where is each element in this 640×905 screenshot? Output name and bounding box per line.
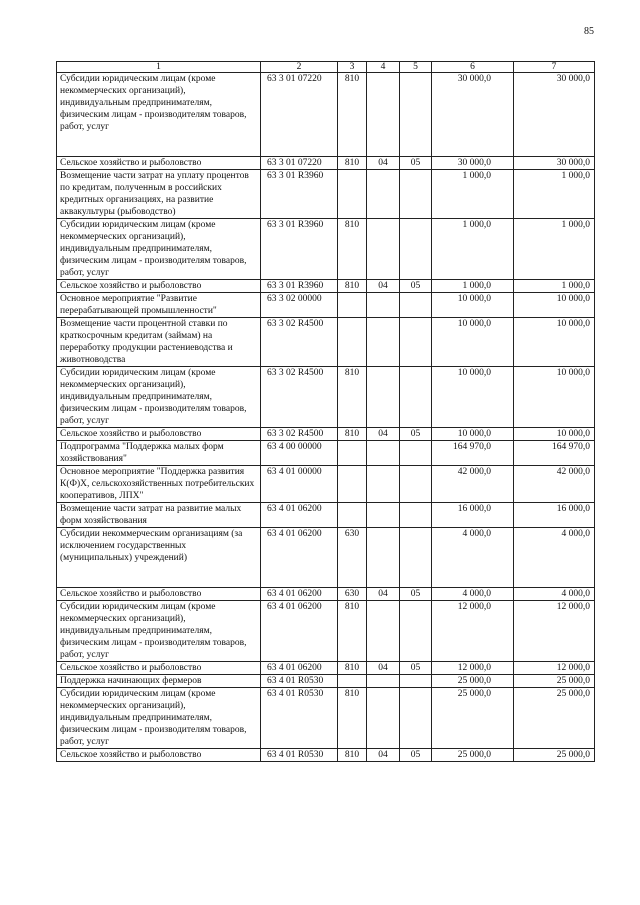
- row-name-cell: Сельское хозяйство и рыболовство: [57, 749, 261, 762]
- amount-col7-cell: 16 000,0: [514, 503, 595, 528]
- amount-col6-cell: 1 000,0: [432, 280, 514, 293]
- section-cell: 04: [367, 749, 400, 762]
- amount-col6-cell: 10 000,0: [432, 367, 514, 428]
- budget-code-cell: 63 4 01 00000: [261, 466, 338, 503]
- budget-code-cell: 63 4 01 R0530: [261, 688, 338, 749]
- row-name-cell: Возмещение части затрат на развитие малых форм хозяйствования: [57, 503, 261, 528]
- expense-type-cell: 810: [338, 280, 367, 293]
- section-cell: [367, 503, 400, 528]
- budget-code-cell: 63 3 01 R3960: [261, 280, 338, 293]
- amount-col6-cell: 25 000,0: [432, 688, 514, 749]
- amount-col6-cell: 30 000,0: [432, 157, 514, 170]
- budget-table: [56, 61, 595, 762]
- amount-col7-cell: 10 000,0: [514, 428, 595, 441]
- amount-col6-cell: 42 000,0: [432, 466, 514, 503]
- section-cell: [367, 466, 400, 503]
- amount-col7-cell: 10 000,0: [514, 318, 595, 367]
- table-row: [57, 219, 595, 280]
- budget-code-cell: 63 4 01 R0530: [261, 749, 338, 762]
- section-cell: 04: [367, 157, 400, 170]
- section-cell: 04: [367, 280, 400, 293]
- subsection-cell: 05: [400, 428, 432, 441]
- column-header-4: 4: [367, 62, 400, 73]
- table-row: [57, 280, 595, 293]
- amount-col7-cell: 10 000,0: [514, 367, 595, 428]
- table-row: [57, 749, 595, 762]
- subsection-cell: 05: [400, 588, 432, 601]
- amount-col6-cell: 10 000,0: [432, 428, 514, 441]
- budget-code-cell: 63 3 02 R4500: [261, 367, 338, 428]
- row-name-cell: Субсидии юридическим лицам (кроме некоммерческих организаций), индивидуальным предпринимателям, физическим лицам - производителям товаров, работ, услуг: [57, 219, 261, 280]
- subsection-cell: [400, 675, 432, 688]
- expense-type-cell: 810: [338, 601, 367, 662]
- budget-code-cell: 63 3 02 R4500: [261, 428, 338, 441]
- section-cell: [367, 219, 400, 280]
- amount-col7-cell: 1 000,0: [514, 170, 595, 219]
- subsection-cell: [400, 528, 432, 588]
- row-name-cell: Возмещение части затрат на уплату процентов по кредитам, полученным в российских кредитных организациях, на развитие аквакультуры (рыбоводство): [57, 170, 261, 219]
- table-row: [57, 293, 595, 318]
- column-header-2: 2: [261, 62, 338, 73]
- expense-type-cell: [338, 318, 367, 367]
- subsection-cell: [400, 170, 432, 219]
- section-cell: [367, 688, 400, 749]
- budget-code-cell: 63 4 01 06200: [261, 528, 338, 588]
- amount-col7-cell: 1 000,0: [514, 219, 595, 280]
- amount-col6-cell: 12 000,0: [432, 601, 514, 662]
- subsection-cell: [400, 318, 432, 367]
- row-name-cell: Субсидии юридическим лицам (кроме некоммерческих организаций), индивидуальным предпринимателям, физическим лицам - производителям товаров, работ, услуг: [57, 601, 261, 662]
- amount-col7-cell: 12 000,0: [514, 662, 595, 675]
- amount-col7-cell: 4 000,0: [514, 528, 595, 588]
- section-cell: 04: [367, 588, 400, 601]
- section-cell: [367, 73, 400, 157]
- row-name-cell: Субсидии юридическим лицам (кроме некоммерческих организаций), индивидуальным предпринимателям, физическим лицам - производителям товаров, работ, услуг: [57, 688, 261, 749]
- row-name-cell: Сельское хозяйство и рыболовство: [57, 157, 261, 170]
- table-row: [57, 601, 595, 662]
- table-row: [57, 170, 595, 219]
- budget-code-cell: 63 4 01 06200: [261, 662, 338, 675]
- section-cell: [367, 170, 400, 219]
- expense-type-cell: 810: [338, 73, 367, 157]
- expense-type-cell: 810: [338, 428, 367, 441]
- row-name-cell: Субсидии юридическим лицам (кроме некоммерческих организаций), индивидуальным предпринимателям, физическим лицам - производителям товаров, работ, услуг: [57, 367, 261, 428]
- table-row: [57, 318, 595, 367]
- row-name-cell: Подпрограмма "Поддержка малых форм хозяйствования": [57, 441, 261, 466]
- row-name-cell: Сельское хозяйство и рыболовство: [57, 662, 261, 675]
- amount-col6-cell: 16 000,0: [432, 503, 514, 528]
- amount-col6-cell: 25 000,0: [432, 749, 514, 762]
- amount-col6-cell: 12 000,0: [432, 662, 514, 675]
- amount-col6-cell: 1 000,0: [432, 219, 514, 280]
- amount-col7-cell: 12 000,0: [514, 601, 595, 662]
- row-name-cell: Сельское хозяйство и рыболовство: [57, 428, 261, 441]
- expense-type-cell: 810: [338, 749, 367, 762]
- section-cell: [367, 441, 400, 466]
- subsection-cell: [400, 73, 432, 157]
- table-body: [57, 73, 595, 762]
- amount-col7-cell: 1 000,0: [514, 280, 595, 293]
- amount-col6-cell: 1 000,0: [432, 170, 514, 219]
- subsection-cell: [400, 219, 432, 280]
- column-header-5: 5: [400, 62, 432, 73]
- section-cell: [367, 293, 400, 318]
- expense-type-cell: [338, 466, 367, 503]
- amount-col7-cell: 30 000,0: [514, 157, 595, 170]
- subsection-cell: 05: [400, 662, 432, 675]
- amount-col7-cell: 30 000,0: [514, 73, 595, 157]
- table-row: [57, 441, 595, 466]
- section-cell: 04: [367, 662, 400, 675]
- section-cell: [367, 601, 400, 662]
- subsection-cell: 05: [400, 749, 432, 762]
- subsection-cell: [400, 601, 432, 662]
- budget-code-cell: 63 4 01 R0530: [261, 675, 338, 688]
- row-name-cell: Основное мероприятие "Развитие перерабатывающей промышленности": [57, 293, 261, 318]
- amount-col6-cell: 10 000,0: [432, 318, 514, 367]
- section-cell: [367, 528, 400, 588]
- row-name-cell: Поддержка начинающих фермеров: [57, 675, 261, 688]
- amount-col7-cell: 4 000,0: [514, 588, 595, 601]
- expense-type-cell: 810: [338, 367, 367, 428]
- column-header-1: 1: [57, 62, 261, 73]
- budget-code-cell: 63 3 01 07220: [261, 157, 338, 170]
- expense-type-cell: [338, 503, 367, 528]
- expense-type-cell: 810: [338, 157, 367, 170]
- subsection-cell: [400, 503, 432, 528]
- row-name-cell: Возмещение части процентной ставки по краткосрочным кредитам (займам) на переработку продукции растениеводства и животноводства: [57, 318, 261, 367]
- budget-code-cell: 63 3 02 00000: [261, 293, 338, 318]
- section-cell: [367, 318, 400, 367]
- subsection-cell: [400, 441, 432, 466]
- expense-type-cell: 810: [338, 662, 367, 675]
- table-row: [57, 503, 595, 528]
- amount-col7-cell: 25 000,0: [514, 688, 595, 749]
- table-row: [57, 466, 595, 503]
- table-row: [57, 528, 595, 588]
- section-cell: 04: [367, 428, 400, 441]
- expense-type-cell: 810: [338, 219, 367, 280]
- budget-code-cell: 63 4 01 06200: [261, 588, 338, 601]
- column-header-7: 7: [514, 62, 595, 73]
- expense-type-cell: 630: [338, 588, 367, 601]
- amount-col6-cell: 4 000,0: [432, 528, 514, 588]
- table-row: [57, 73, 595, 157]
- amount-col7-cell: 25 000,0: [514, 675, 595, 688]
- section-cell: [367, 675, 400, 688]
- amount-col7-cell: 164 970,0: [514, 441, 595, 466]
- amount-col7-cell: 25 000,0: [514, 749, 595, 762]
- row-name-cell: Сельское хозяйство и рыболовство: [57, 588, 261, 601]
- row-name-cell: Субсидии юридическим лицам (кроме некоммерческих организаций), индивидуальным предпринимателям, физическим лицам - производителям товаров, работ, услуг: [57, 73, 261, 157]
- budget-code-cell: 63 4 00 00000: [261, 441, 338, 466]
- table-row: [57, 675, 595, 688]
- amount-col7-cell: 10 000,0: [514, 293, 595, 318]
- amount-col6-cell: 30 000,0: [432, 73, 514, 157]
- amount-col6-cell: 10 000,0: [432, 293, 514, 318]
- table-row: [57, 688, 595, 749]
- budget-code-cell: 63 3 01 R3960: [261, 219, 338, 280]
- column-header-6: 6: [432, 62, 514, 73]
- page-number: 85: [584, 26, 594, 37]
- expense-type-cell: [338, 170, 367, 219]
- row-name-cell: Основное мероприятие "Поддержка развития К(Ф)Х, сельскохозяйственных потребительских кооперативов, ЛПХ": [57, 466, 261, 503]
- subsection-cell: 05: [400, 157, 432, 170]
- row-name-cell: Сельское хозяйство и рыболовство: [57, 280, 261, 293]
- table-row: [57, 662, 595, 675]
- expense-type-cell: [338, 293, 367, 318]
- column-header-3: 3: [338, 62, 367, 73]
- amount-col6-cell: 164 970,0: [432, 441, 514, 466]
- table-row: [57, 367, 595, 428]
- expense-type-cell: [338, 441, 367, 466]
- expense-type-cell: [338, 675, 367, 688]
- subsection-cell: [400, 688, 432, 749]
- budget-code-cell: 63 3 02 R4500: [261, 318, 338, 367]
- expense-type-cell: 810: [338, 688, 367, 749]
- table-row: [57, 588, 595, 601]
- table-row: [57, 157, 595, 170]
- budget-code-cell: 63 4 01 06200: [261, 503, 338, 528]
- amount-col6-cell: 4 000,0: [432, 588, 514, 601]
- budget-code-cell: 63 4 01 06200: [261, 601, 338, 662]
- amount-col7-cell: 42 000,0: [514, 466, 595, 503]
- subsection-cell: [400, 293, 432, 318]
- subsection-cell: [400, 367, 432, 428]
- header-row: [57, 62, 595, 73]
- expense-type-cell: 630: [338, 528, 367, 588]
- section-cell: [367, 367, 400, 428]
- row-name-cell: Субсидии некоммерческим организациям (за исключением государственных (муниципальных) учреждений): [57, 528, 261, 588]
- table-row: [57, 428, 595, 441]
- subsection-cell: [400, 466, 432, 503]
- amount-col6-cell: 25 000,0: [432, 675, 514, 688]
- budget-code-cell: 63 3 01 07220: [261, 73, 338, 157]
- subsection-cell: 05: [400, 280, 432, 293]
- budget-code-cell: 63 3 01 R3960: [261, 170, 338, 219]
